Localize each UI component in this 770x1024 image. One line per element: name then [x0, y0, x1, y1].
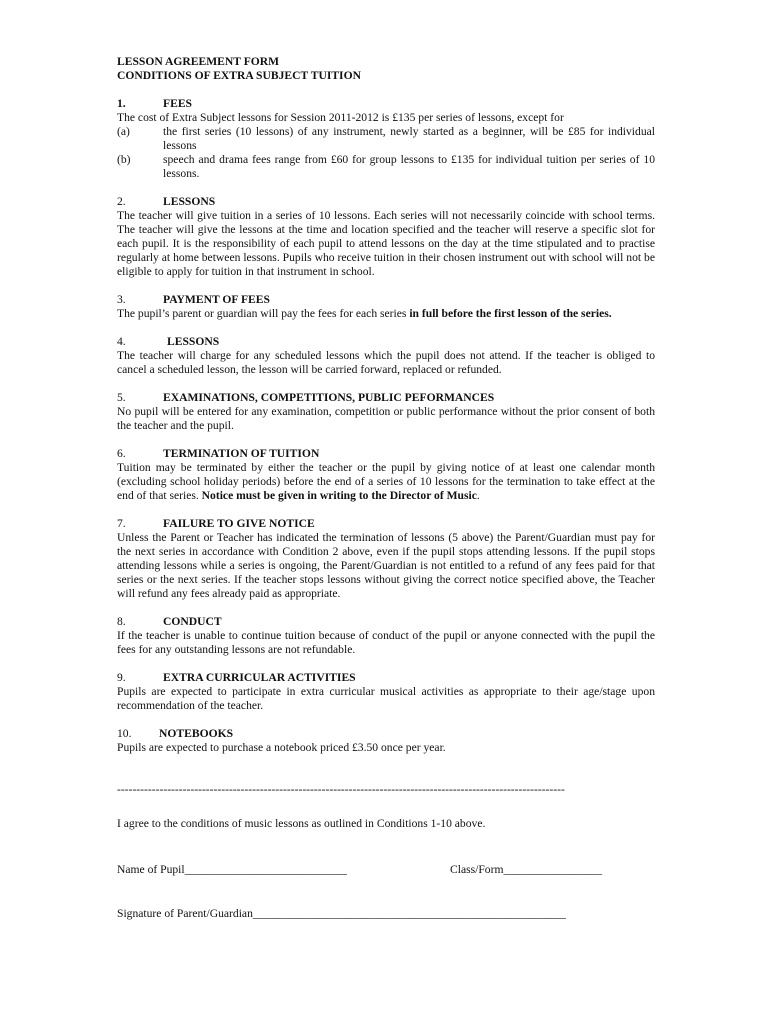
section-number: 9. [117, 671, 126, 684]
list-item-label: (a) [117, 125, 130, 138]
section-heading [117, 517, 655, 531]
section-heading [117, 615, 655, 629]
section-heading [117, 335, 655, 349]
section-body-text: Tuition may be terminated by either the teacher or the pupil by giving notice of at least one calendar month (excluding school holiday periods) before the end of a series of 10 lessons for the termination to take effect at the end of that series. [117, 461, 655, 502]
section-body: No pupil will be entered for any examination, competition or public performance without the prior consent of both the teacher and the pupil. [117, 405, 655, 432]
section-number: 6. [117, 447, 126, 460]
section-number: 10. [117, 727, 132, 740]
dashed-separator: -------------------------------------------------------------------------------------------------------------------- [117, 783, 565, 796]
section-lessons [117, 195, 655, 279]
section-title: LESSONS [167, 335, 220, 348]
section-examinations [117, 391, 655, 433]
section-heading [117, 391, 655, 405]
section-body: If the teacher is unable to continue tuition because of conduct of the pupil or anyone connected with the pupil the fees for any outstanding lessons are not refundable. [117, 629, 655, 656]
section-title: FEES [163, 97, 192, 110]
section-number: 3. [117, 293, 126, 306]
section-body [117, 307, 655, 321]
section-number: 7. [117, 517, 126, 530]
section-body: The teacher will charge for any scheduled lessons which the pupil does not attend. If the teacher is obliged to cancel a scheduled lesson, the lesson will be carried forward, replaced or refunded. [117, 349, 655, 376]
section-conduct [117, 615, 655, 657]
section-title: EXAMINATIONS, COMPETITIONS, PUBLIC PEFORMANCES [163, 391, 495, 404]
section-title: PAYMENT OF FEES [163, 293, 270, 306]
section-number: 2. [117, 195, 126, 208]
pupil-fields-row [117, 863, 655, 877]
list-item-text: speech and drama fees range from £60 for group lessons to £135 for individual tuition per series of 10 lessons. [163, 153, 655, 180]
section-number: 5. [117, 391, 126, 404]
section-body-emphasis: in full before the first lesson of the series. [409, 307, 612, 320]
section-heading [117, 97, 655, 111]
section-number: 4. [117, 335, 126, 348]
section-termination [117, 447, 655, 503]
section-body-emphasis: Notice must be given in writing to the Director of Music [201, 489, 477, 502]
section-body: Pupils are expected to purchase a notebook priced £3.50 once per year. [117, 741, 446, 754]
list-item [117, 125, 655, 153]
document-title: LESSON AGREEMENT FORM [117, 55, 280, 68]
section-body: Unless the Parent or Teacher has indicated the termination of lessons (5 above) the Parent/Guardian must pay for the next series in accordance with Condition 2 above, even if the pupil stops attending lessons. If the pupil stops attending lessons while a series is ongoing, the Parent/Guardian is not entitled to a refund of any fees paid for that series or the next series. If the teacher stops lessons without giving the correct notice specified above, the Teacher will refund any fees already paid as appropriate. [117, 531, 655, 600]
section-number: 1. [117, 97, 126, 110]
section-extra-curricular [117, 671, 655, 713]
section-notebooks [117, 727, 655, 755]
document-subtitle: CONDITIONS OF EXTRA SUBJECT TUITION [117, 69, 361, 82]
section-title: FAILURE TO GIVE NOTICE [163, 517, 315, 530]
list-item-label: (b) [117, 153, 131, 166]
section-failure-to-give-notice [117, 517, 655, 601]
section-title: LESSONS [163, 195, 216, 208]
section-heading [117, 447, 655, 461]
section-lessons-charges [117, 335, 655, 377]
section-body: The teacher will give tuition in a series of 10 lessons. Each series will not necessarily coincide with school terms. The teacher will give the lessons at the time and location specified and the teacher will reserve a specific slot for each pupil. It is the responsibility of each pupil to attend lessons on the day at the time stipulated and to practise regularly at home between lessons. Pupils who receive tuition in their chosen instrument out with school will not be eligible to apply for tuition in that instrument in school. [117, 209, 655, 278]
lesson-agreement-document [117, 55, 655, 921]
section-body: Pupils are expected to participate in extra curricular musical activities as appropriate to their age/stage upon recommendation of the teacher. [117, 685, 655, 712]
section-body-end: . [476, 489, 480, 502]
section-heading [117, 195, 655, 209]
section-heading [117, 727, 655, 741]
agreement-statement: I agree to the conditions of music lessons as outlined in Conditions 1-10 above. [117, 817, 486, 830]
section-heading [117, 671, 655, 685]
section-payment-of-fees [117, 293, 655, 321]
list-item [117, 153, 655, 181]
section-title: EXTRA CURRICULAR ACTIVITIES [163, 671, 356, 684]
section-heading [117, 293, 655, 307]
list-item-text: the first series (10 lessons) of any instrument, newly started as a beginner, will be £85 for individual lessons [163, 125, 655, 152]
section-title: TERMINATION OF TUITION [163, 447, 320, 460]
section-fees [117, 97, 655, 181]
class-form-field[interactable]: Class/Form_________________ [450, 863, 603, 876]
parent-signature-field[interactable]: Signature of Parent/Guardian______________________________________________________ [117, 907, 566, 920]
section-body [117, 461, 655, 503]
section-body-text: The pupil’s parent or guardian will pay the fees for each series [117, 307, 410, 320]
pupil-name-field[interactable]: Name of Pupil____________________________ [117, 863, 347, 876]
section-title: CONDUCT [163, 615, 222, 628]
section-number: 8. [117, 615, 126, 628]
section-title: NOTEBOOKS [159, 727, 234, 740]
section-body: The cost of Extra Subject lessons for Session 2011-2012 is £135 per series of lessons, except for [117, 111, 564, 124]
